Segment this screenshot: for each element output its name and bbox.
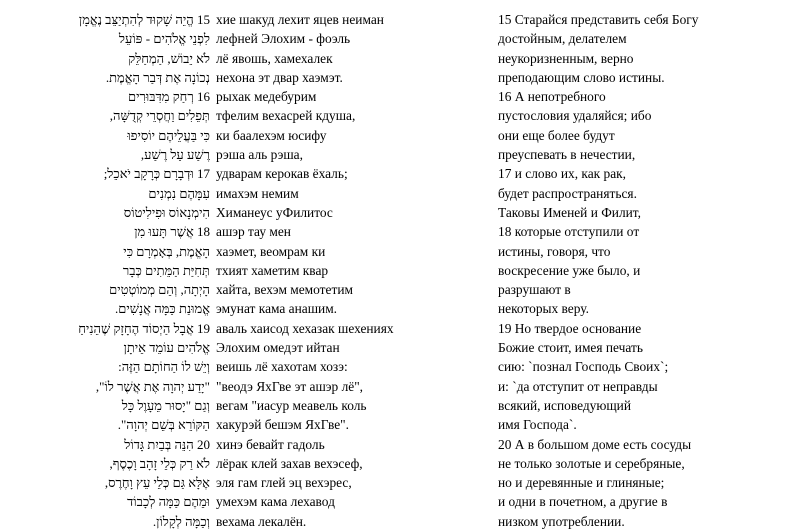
- russian-line: 20 А в большом доме есть сосуды: [498, 436, 692, 452]
- hebrew-line: עִמָּהֶם נִמְנִים: [148, 185, 210, 201]
- transliteration-line: хайта, вехэм мемотетим: [216, 282, 353, 298]
- russian-line: имя Господа`.: [498, 417, 577, 433]
- hebrew-line: הָיְתָה, וְהֵם מְמוֹטְטִים: [109, 282, 210, 298]
- transliteration-line: веишь лё хахотам хозэ:: [216, 359, 348, 375]
- hebrew-line: הַקּוֹרֵא בְּשֵׁם יְהוָה".: [117, 417, 210, 433]
- hebrew-line: תְּפֵלִים וַחֲסְרֵי קְדֻשָּׁה,: [109, 108, 210, 124]
- hebrew-line: כִּי בַּעֲלֵיהֶם יוֹסִיפוּ: [127, 127, 210, 143]
- transliteration-line: ки баалехэм юсифу: [216, 127, 327, 143]
- transliteration-line: "веодэ ЯхГве эт ашэр лё",: [216, 378, 364, 394]
- hebrew-line: 20 הִנֵּה בְּבַיִת גָּדוֹל: [124, 436, 210, 452]
- russian-line: и одни в почетном, а другие в: [498, 494, 668, 510]
- hebrew-line: 16 רְחַק מִדִּבּוּרִים: [128, 89, 210, 105]
- hebrew-line: אֱמוּנַת כַּמָּה אֲנָשִׁים.: [114, 301, 210, 317]
- hebrew-line: רֶשַׁע עַל רֶשַׁע,: [140, 147, 210, 163]
- hebrew-line: הִימְנָאוֹס וּפִילִיטוֹס: [123, 204, 210, 220]
- transliteration-line: хакурэй бешэм ЯхГве".: [216, 417, 349, 433]
- transliteration-line: хаэмет, веомрам ки: [216, 243, 326, 259]
- hebrew-line: 19 אֲבָל הַיְסוֹד הֶחָזָק שֶׁהֵנִיחַ: [78, 320, 210, 336]
- hebrew-line: אֱלֹהִים עוֹמֵד אֵיתָן: [123, 340, 210, 356]
- russian-line: некоторых веру.: [498, 301, 589, 317]
- transliteration-line: лефней Элохим - фоэль: [216, 31, 351, 47]
- transliteration-line: вегам "иасур меавель коль: [216, 397, 367, 413]
- russian-line: сию: `познал Господь Своих`;: [498, 359, 669, 375]
- hebrew-line: וּמֵהֶם כַּמָּה לְכָבוֹד: [127, 494, 210, 510]
- transliteration-line: рэша аль рэша,: [216, 147, 303, 163]
- hebrew-line: לֹא יֵבוֹשׁ, הַמְחַלֵּק: [128, 50, 210, 66]
- russian-line: но и деревянные и глиняные;: [498, 475, 665, 491]
- transliteration-line: Химанеус уФилитос: [216, 204, 333, 220]
- transliteration-line: лё явошь, хамехалек: [216, 50, 333, 66]
- russian-line: преподающим слово истины.: [498, 69, 665, 85]
- russian-line: пустословия удаляйся; ибо: [498, 108, 652, 124]
- hebrew-line: וְיֵשׁ לוֹ הַחוֹתָם הַזֶּה:: [118, 359, 210, 375]
- hebrew-line: לֹא רַק כְּלֵי זָהָב וָכֶסֶף,: [109, 455, 210, 471]
- hebrew-line: נְכוֹנָה אֶת דְּבַר הָאֱמֶת.: [105, 69, 210, 85]
- russian-line: 15 Старайся представить себя Богу: [498, 12, 699, 27]
- russian-line: всякий, исповедующий: [498, 397, 632, 413]
- transliteration-line: тхият хаметим квар: [216, 262, 329, 278]
- hebrew-line: אֶלָּא גַּם כְּלֵי עֵץ וָחֶרֶס,: [104, 475, 210, 491]
- transliteration-line: аваль хаисод хехазак шехениях: [216, 320, 394, 336]
- transliteration-line: рыхак медебурим: [216, 89, 317, 105]
- russian-line: неукоризненным, верно: [498, 50, 634, 66]
- russian-line: не только золотые и серебряные,: [498, 455, 685, 471]
- transliteration-line: эмунат кама анашим.: [216, 301, 338, 317]
- hebrew-line: תְּחִיַּת הַמֵּתִים כְּבָר: [122, 262, 210, 278]
- hebrew-line: וְגַם "יָסוּר מֵעָוֶל כָּל: [121, 397, 210, 413]
- transliteration-line: умехэм кама лехавод: [216, 494, 335, 510]
- russian-line: Таковы Именей и Филит,: [498, 204, 641, 220]
- transliteration-column: [216, 10, 426, 531]
- hebrew-line: וְכַמָּה לְקָלוֹן.: [152, 513, 210, 529]
- transliteration-line: имахэм немим: [216, 185, 299, 201]
- transliteration-line: хинэ бевайт гадоль: [216, 436, 325, 452]
- hebrew-line: "יָדַע יְהוָה אֶת אֲשֶׁר לוֹ",: [95, 378, 210, 394]
- russian-column: [498, 10, 793, 531]
- transliteration-line: вехама лекалён.: [216, 513, 307, 529]
- russian-line: воскресение уже было, и: [498, 262, 641, 278]
- russian-line: они еще более будут: [498, 127, 615, 143]
- transliteration-line: эля гам глей эц вехэрес,: [216, 475, 352, 491]
- transliteration-line: лёрак клей захав вехэсеф,: [216, 455, 363, 471]
- hebrew-line: 18 אֲשֶׁר תָּעוּ מִן: [134, 224, 210, 240]
- russian-line: Божие стоит, имея печать: [498, 340, 643, 356]
- russian-line: достойным, делателем: [498, 31, 627, 47]
- russian-line: 17 и слово их, как рак,: [498, 166, 626, 182]
- hebrew-line: לִפְנֵי אֱלֹהִים - פּוֹעֵל: [118, 31, 210, 47]
- transliteration-line: удварам керокав ёхаль;: [216, 166, 348, 182]
- russian-line: и: `да отступит от неправды: [498, 378, 658, 394]
- russian-line: истины, говоря, что: [498, 243, 611, 259]
- transliteration-line: нехона эт двар хаэмэт.: [216, 69, 343, 85]
- hebrew-line: 15 הֱיֵה שָׁקוּד לְהִתְיַצֵּב נֶאֱמָן: [78, 12, 210, 27]
- transliteration-line: тфелим вехасрей кдуша,: [216, 108, 356, 124]
- transliteration-line: Элохим омедэт ийтан: [216, 340, 340, 356]
- russian-line: разрушают в: [498, 282, 571, 298]
- hebrew-column: [40, 10, 210, 531]
- hebrew-line: 17 וּדְבָרָם כְּרָקָב יֹאכֵל;: [103, 166, 210, 182]
- transliteration-line: хие шакуд лехит яцев неиман: [216, 12, 384, 27]
- russian-line: 16 А непотребного: [498, 89, 606, 105]
- russian-line: 18 которые отступили от: [498, 224, 640, 240]
- russian-line: будет распространяться.: [498, 185, 637, 201]
- russian-line: преуспевать в нечестии,: [498, 147, 636, 163]
- russian-line: низком употреблении.: [498, 513, 625, 529]
- transliteration-line: ашэр тау мен: [216, 224, 291, 240]
- hebrew-line: הָאֱמֶת, בְּאָמְרָם כִּי: [123, 243, 210, 259]
- russian-line: 19 Но твердое основание: [498, 320, 642, 336]
